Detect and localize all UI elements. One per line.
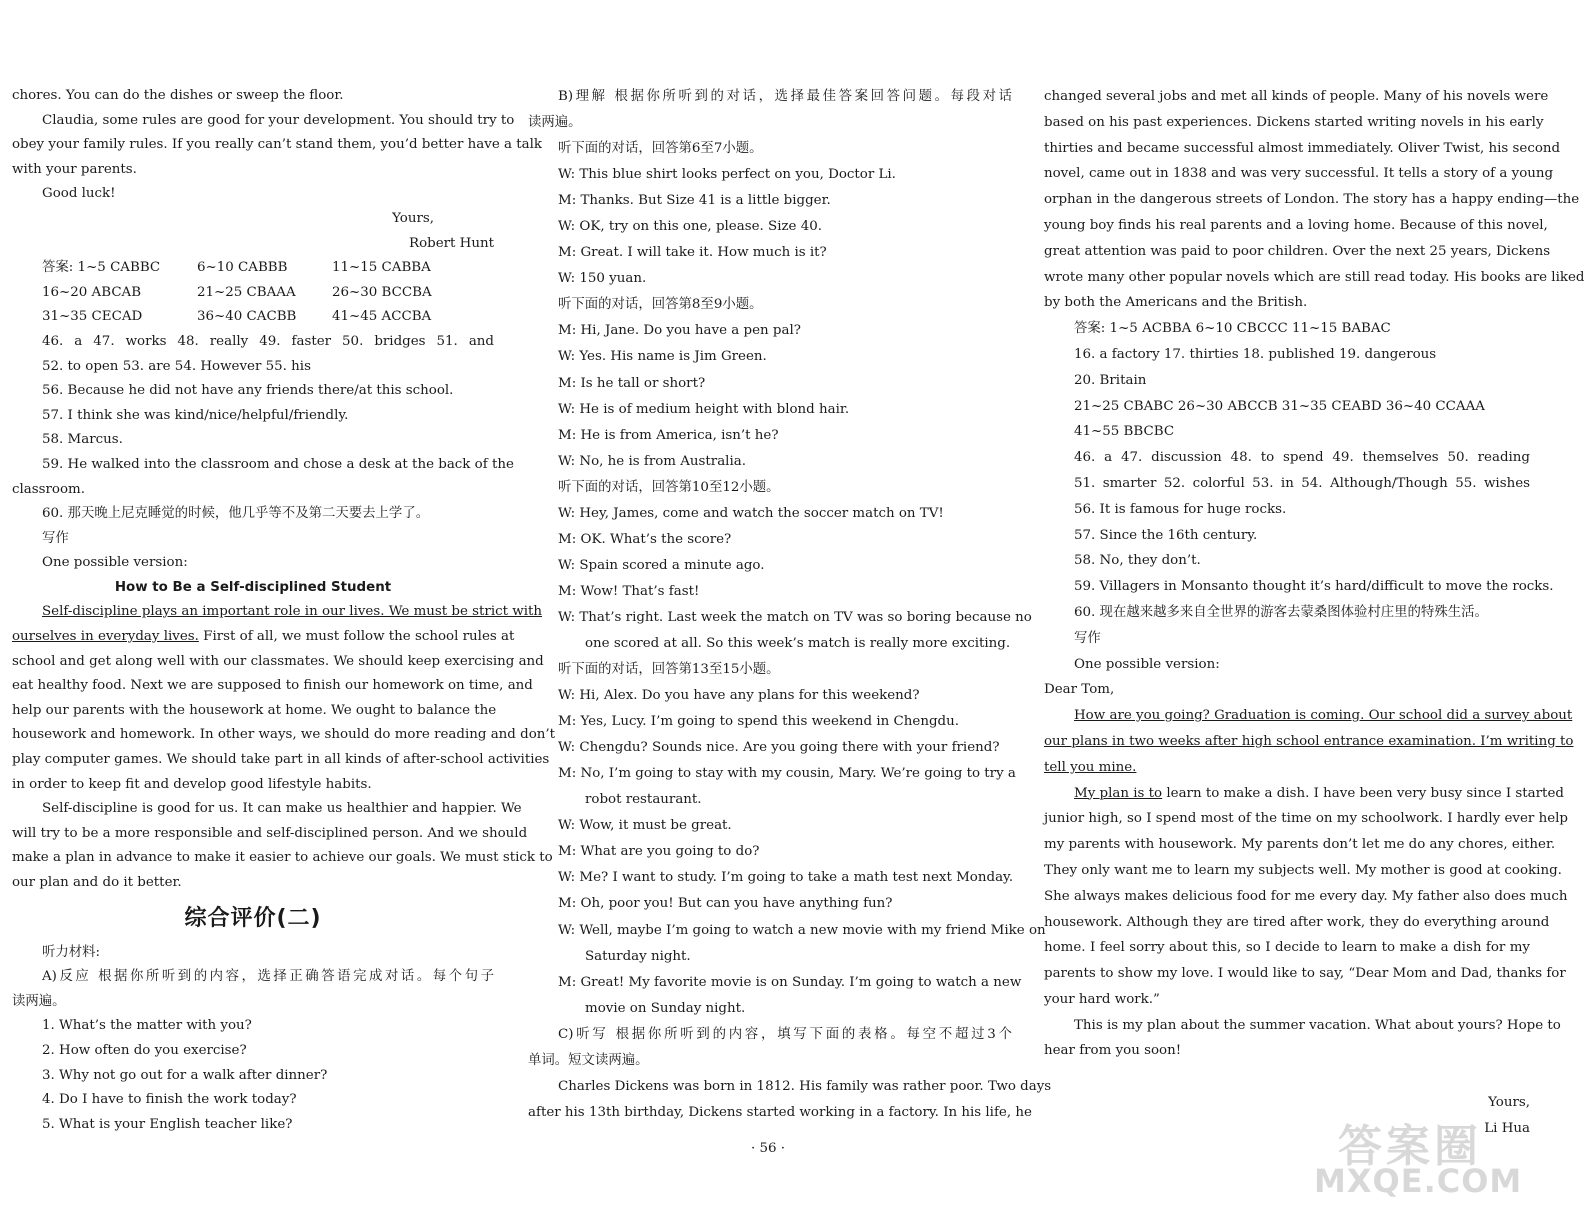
text-line: 60. 那天晚上尼克睡觉的时候，他几乎等不及第二天要去上学了。	[42, 506, 430, 522]
text-line: 57. Since the 16th century.	[1074, 527, 1258, 543]
text-line: 46. a 47. discussion 48. to spend 49. themselves 50. reading	[1074, 450, 1530, 466]
text-line: 听下面的对话，回答第13至15小题。	[558, 662, 780, 678]
text-line: M: OK. What’s the score?	[558, 531, 732, 547]
watermark-text-2: MXQE.COM	[1314, 1162, 1523, 1200]
section-heading: 综合评价(二)	[184, 905, 322, 931]
text-line: Self-discipline plays an important role in our lives. We must be strict with	[42, 604, 543, 620]
watermark-text-1: 答案圈	[1338, 1121, 1482, 1172]
text-line: 41~55 BBCBC	[1074, 424, 1175, 440]
text-line: our plans in two weeks after high school entrance examination. I’m writing to	[1044, 733, 1574, 749]
text-line	[1044, 1064, 1530, 1090]
answer-group: 16~20 ABCAB	[42, 284, 142, 300]
answer-group: 31~35 CECAD	[42, 309, 143, 325]
text-line: based on his past experiences. Dickens started writing novels in his early	[1044, 114, 1544, 130]
text-line: 2. How often do you exercise?	[42, 1042, 247, 1058]
text-line: This is my plan about the summer vacation. What about yours? Hope to	[1074, 1017, 1561, 1033]
text-line: 答案: 1~5 ACBBA 6~10 CBCCC 11~15 BABAC	[1074, 321, 1391, 337]
text-line: M: Great! My favorite movie is on Sunday. I’m going to watch a new	[558, 974, 1022, 990]
text-line: W: Wow, it must be great.	[558, 818, 732, 834]
text-line: play computer games. We should take part in all kinds of after-school activities	[12, 752, 550, 768]
text-line: W: He is of medium height with blond hair.	[558, 401, 850, 417]
answer-group: 26~30 BCCBA	[332, 284, 432, 300]
answer-key-row	[12, 281, 494, 306]
text-line: Claudia, some rules are good for your development. You should try to	[42, 112, 515, 128]
text-line: 16. a factory 17. thirties 18. published 19. dangerous	[1074, 346, 1437, 362]
middle-column	[528, 84, 1052, 1126]
text-line: will try to be a more responsible and self-disciplined person. And we should	[12, 825, 528, 841]
answer-group: 41~45 ACCBA	[332, 309, 432, 325]
text-line: novel, came out in 1838 and was very successful. It tells a story of a young	[1044, 166, 1554, 182]
text-segment: My plan is to	[1074, 785, 1163, 801]
text-line: W: 150 yuan.	[558, 271, 647, 287]
text-line: school and get along well with our classmates. We should keep exercising and	[12, 653, 544, 669]
text-line: your hard work.”	[1044, 991, 1160, 1007]
answer-group: 11~15 CABBA	[332, 260, 431, 276]
text-line: W: Hi, Alex. Do you have any plans for this weekend?	[558, 688, 920, 704]
text-line: 58. Marcus.	[42, 432, 123, 448]
text-line: W: This blue shirt looks perfect on you, Doctor Li.	[558, 167, 896, 183]
text-line: 听下面的对话，回答第8至9小题。	[558, 297, 763, 313]
text-line: make a plan in advance to make it easier to achieve our goals. We must stick to	[12, 850, 553, 866]
text-line: junior high, so I spend most of the time on my schoolwork. I hardly ever help	[1044, 811, 1568, 827]
text-line: help our parents with the housework at home. We ought to balance the	[12, 702, 497, 718]
text-line: 写作	[42, 530, 69, 546]
text-line: M: Is he tall or short?	[558, 375, 706, 391]
text-line: home. I feel sorry about this, so I decide to learn to make a dish for my	[1044, 940, 1530, 956]
text-line: Robert Hunt	[409, 235, 494, 251]
text-line: Yours,	[1488, 1095, 1530, 1111]
text-line: 56. It is famous for huge rocks.	[1074, 501, 1287, 517]
text-line: A)反应 根据你所听到的内容，选择正确答语完成对话。每个句子	[42, 969, 494, 985]
text-segment: First of all, we must follow the school rules at	[198, 629, 515, 645]
text-line: W: Well, maybe I’m going to watch a new movie with my friend Mike on	[558, 922, 1046, 938]
text-line: 1. What’s the matter with you?	[42, 1018, 252, 1034]
text-segment: learn to make a dish. I have been very busy since I started	[1162, 785, 1564, 801]
text-line: thirties and became successful almost immediately. Oliver Twist, his second	[1044, 140, 1561, 156]
text-line: Saturday night.	[585, 948, 691, 964]
text-line: 读两遍。	[12, 993, 66, 1009]
text-line	[1044, 781, 1564, 807]
text-line	[12, 625, 515, 650]
text-line: changed several jobs and met all kinds of people. Many of his novels were	[1044, 89, 1549, 104]
text-line: M: Wow! That’s fast!	[558, 583, 700, 599]
text-line: my parents with housework. My parents don’t let me do any chores, either.	[1044, 837, 1556, 853]
text-line: 58. No, they don’t.	[1074, 553, 1201, 569]
text-line: 写作	[1074, 630, 1101, 646]
left-column	[12, 84, 556, 1137]
text-line: W: Chengdu? Sounds nice. Are you going there with your friend?	[558, 740, 1000, 756]
text-line: wrote many other popular novels which are still read today. His books are liked	[1044, 269, 1584, 285]
text-line: 60. 现在越来越多来自全世界的游客去蒙桑图体验村庄里的特殊生活。	[1074, 604, 1488, 620]
text-line: robot restaurant.	[585, 792, 702, 808]
text-line: eat healthy food. Next we are supposed to finish our homework on time, and	[12, 678, 533, 694]
text-line: chores. You can do the dishes or sweep the floor.	[12, 88, 344, 103]
text-line: W: Me? I want to study. I’m going to take a math test next Monday.	[558, 870, 1014, 886]
answer-group: 21~25 CBAAA	[197, 284, 296, 300]
text-line: obey your family rules. If you really can’t stand them, you’d better have a talk	[12, 137, 542, 153]
text-line: M: Oh, poor you! But can you have anything fun?	[558, 896, 893, 912]
text-line: hear from you soon!	[1044, 1043, 1182, 1059]
text-line: housework and homework. In other ways, we should do more reading and don’t	[12, 727, 556, 743]
text-line: 20. Britain	[1074, 372, 1147, 388]
text-line: young boy finds his real parents and a loving home. Because of this novel,	[1044, 217, 1548, 233]
text-line: One possible version:	[42, 555, 188, 571]
text-line: W: No, he is from Australia.	[558, 453, 746, 469]
text-line: M: Thanks. But Size 41 is a little bigger.	[558, 193, 831, 209]
text-line: 4. Do I have to finish the work today?	[42, 1092, 297, 1108]
text-line: 52. to open 53. are 54. However 55. his	[42, 358, 311, 374]
text-line: One possible version:	[1074, 656, 1220, 672]
text-line: parents to show my love. I would like to say, “Dear Mom and Dad, thanks for	[1044, 966, 1566, 982]
answer-key-row	[12, 256, 494, 281]
text-segment: ourselves in everyday lives.	[12, 629, 199, 645]
text-line: Dear Tom,	[1044, 682, 1115, 698]
text-line: 听下面的对话，回答第6至7小题。	[558, 141, 763, 157]
text-line: our plan and do it better.	[12, 875, 182, 890]
text-line: M: He is from America, isn’t he?	[558, 427, 779, 443]
text-line: W: Hey, James, come and watch the soccer match on TV!	[558, 505, 944, 521]
text-line: W: Spain scored a minute ago.	[558, 557, 765, 573]
text-line: C)听写 根据你所听到的内容，填写下面的表格。每空不超过3个	[558, 1026, 1012, 1042]
text-line: one scored at all. So this week’s match is really more exciting.	[585, 635, 1011, 651]
text-line: M: Yes, Lucy. I’m going to spend this weekend in Chengdu.	[558, 714, 959, 730]
text-line: in order to keep fit and develop good lifestyle habits.	[12, 776, 372, 792]
text-line: Good luck!	[42, 186, 116, 202]
text-line: M: Great. I will take it. How much is it?	[558, 245, 827, 261]
text-line: 听下面的对话，回答第10至12小题。	[558, 479, 780, 495]
text-line: M: No, I’m going to stay with my cousin, Mary. We’re going to try a	[558, 766, 1016, 782]
text-line: 57. I think she was kind/nice/helpful/friendly.	[42, 407, 349, 423]
text-line: B)理解 根据你所听到的对话，选择最佳答案回答问题。每段对话	[558, 89, 1012, 104]
text-line: classroom.	[12, 481, 85, 497]
text-line: after his 13th birthday, Dickens started working in a factory. In his life, he	[528, 1104, 1032, 1120]
text-line: tell you mine.	[1044, 759, 1137, 775]
text-line: Yours,	[392, 210, 434, 226]
text-line: Li Hua	[1484, 1120, 1530, 1136]
text-line: W: Yes. His name is Jim Green.	[558, 349, 767, 365]
text-line: housework. Although they are tired after work, they do everything around	[1044, 914, 1550, 930]
page-number: · 56 ·	[750, 1141, 786, 1156]
text-line: 21~25 CBABC 26~30 ABCCB 31~35 CEABD 36~40 CCAAA	[1074, 398, 1485, 414]
text-line: by both the Americans and the British.	[1044, 295, 1308, 311]
text-line: 单词。短文读两遍。	[528, 1052, 649, 1068]
text-line: 读两遍。	[528, 115, 582, 131]
text-line: 59. Villagers in Monsanto thought it’s hard/difficult to move the rocks.	[1074, 579, 1554, 595]
answer-key-row	[12, 305, 494, 330]
text-line: 听力材料:	[42, 944, 101, 960]
answer-group: 答案: 1~5 CABBC	[42, 260, 161, 276]
text-line: 46. a 47. works 48. really 49. faster 50. bridges 51. and	[42, 333, 494, 349]
text-line: How to Be a Self-disciplined Student	[114, 579, 392, 595]
text-line: movie on Sunday night.	[585, 1000, 746, 1016]
text-line: 3. Why not go out for a walk after dinner?	[42, 1067, 328, 1083]
text-line: W: OK, try on this one, please. Size 40.	[558, 219, 823, 235]
text-line: Self-discipline is good for us. It can make us healthier and happier. We	[42, 801, 522, 817]
text-line: orphan in the dangerous streets of London. The story has a happy ending—the	[1044, 192, 1580, 208]
text-line: M: Hi, Jane. Do you have a pen pal?	[558, 323, 801, 339]
text-line: 51. smarter 52. colorful 53. in 54. Although/Though 55. wishes	[1074, 475, 1530, 491]
text-line: 59. He walked into the classroom and chose a desk at the back of the	[42, 456, 514, 472]
text-line: They only want me to learn my subjects well. My mother is good at cooking.	[1044, 862, 1562, 878]
right-column	[1044, 84, 1584, 1142]
text-line: with your parents.	[12, 161, 137, 177]
answer-group: 6~10 CABBB	[197, 260, 288, 276]
text-line: M: What are you going to do?	[558, 844, 760, 860]
text-line: Charles Dickens was born in 1812. His family was rather poor. Two days	[558, 1078, 1052, 1094]
answer-group: 36~40 CACBB	[197, 309, 297, 325]
text-line: great attention was paid to poor children. Over the next 25 years, Dickens	[1044, 243, 1551, 259]
text-line: 5. What is your English teacher like?	[42, 1116, 293, 1132]
text-line: 56. Because he did not have any friends there/at this school.	[42, 383, 454, 399]
text-line: W: That’s right. Last week the match on TV was so boring because no	[558, 609, 1032, 625]
text-line: She always makes delicious food for me every day. My father also does much	[1044, 888, 1568, 904]
text-line: How are you going? Graduation is coming. Our school did a survey about	[1074, 708, 1573, 724]
